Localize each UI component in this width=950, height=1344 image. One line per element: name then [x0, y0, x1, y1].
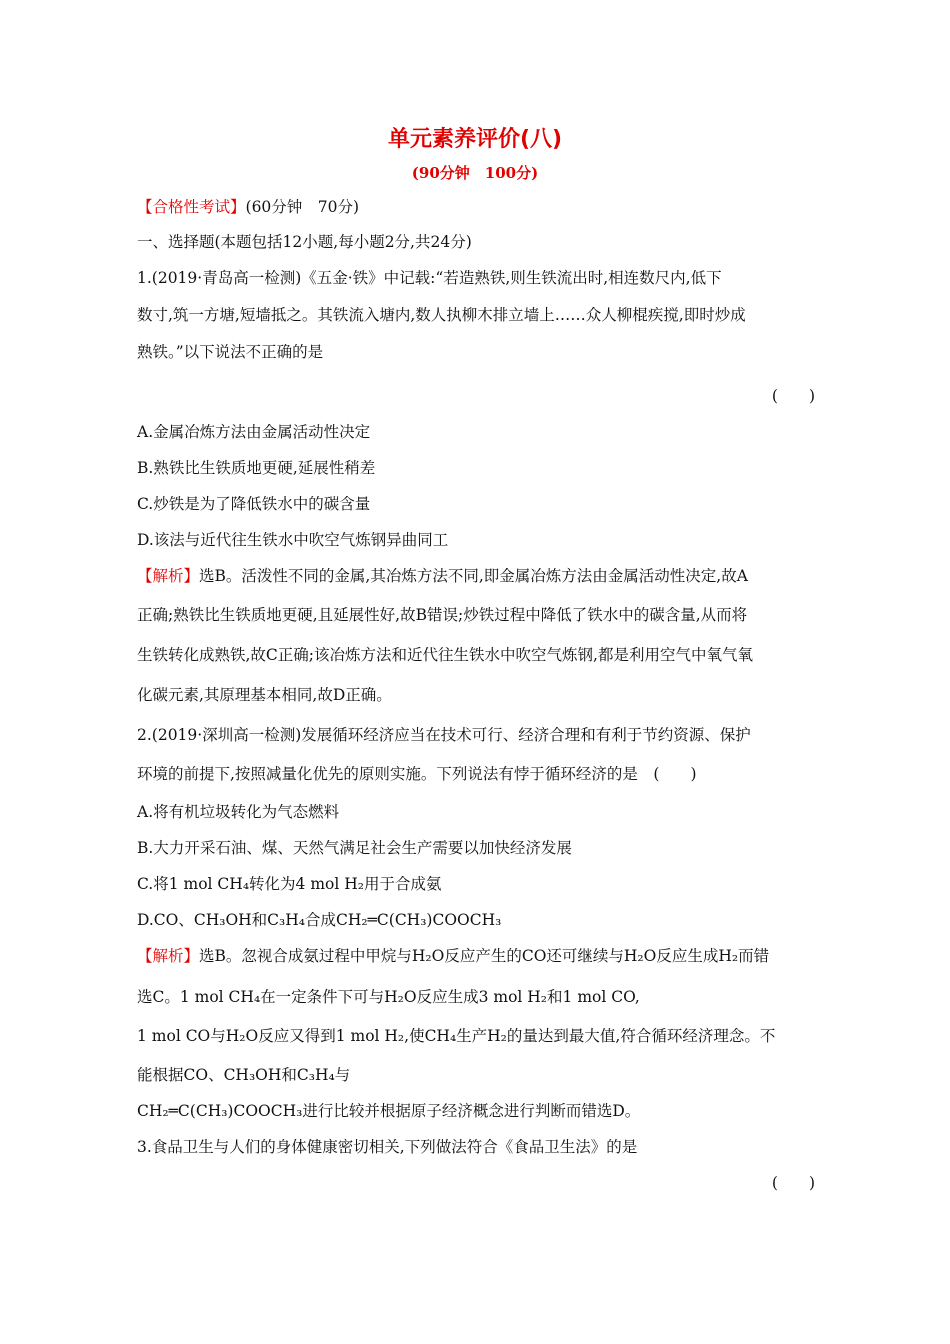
- section-time: (60分钟 70分): [245, 198, 360, 216]
- q2-option-c: C.将1 mol CH₄转化为4 mol H₂用于合成氨: [137, 875, 442, 893]
- q1-option-d: D.该法与近代往生铁水中吹空气炼钢异曲同工: [137, 531, 449, 549]
- q2-stem-line2: 环境的前提下,按照减量化优先的原则实施。下列说法有悖于循环经济的是 ( ): [137, 765, 697, 783]
- q2-option-b: B.大力开采石油、煤、天然气满足社会生产需要以加快经济发展: [137, 839, 572, 857]
- q2-analysis-line1: [137, 945, 817, 967]
- q1-analysis-line1: [137, 565, 817, 587]
- q1-stem-line2: 数寸,筑一方塘,短墙抵之。其铁流入塘内,数人执柳木排立墙上……众人柳棍疾搅,即时炒成: [137, 306, 746, 324]
- q2-analysis-text: 选B。忽视合成氨过程中甲烷与H₂O反应产生的CO还可继续与H₂O反应生成H₂而错: [199, 947, 770, 965]
- q2-analysis-line2: 选C。1 mol CH₄在一定条件下可与H₂O反应生成3 mol H₂和1 mol CO,: [137, 988, 640, 1006]
- q1-analysis-line2: 正确;熟铁比生铁质地更硬,且延展性好,故B错误;炒铁过程中降低了铁水中的碳含量,从而将: [137, 606, 748, 624]
- q1-option-c: C.炒铁是为了降低铁水中的碳含量: [137, 495, 371, 513]
- q1-stem-line1: 1.(2019·青岛高一检测)《五金·铁》中记载:“若造熟铁,则生铁流出时,相连数尺内,低下: [137, 269, 722, 287]
- q1-stem-line3: 熟铁。”以下说法不正确的是: [137, 343, 324, 361]
- q2-analysis-line4: 能根据CO、CH₃OH和C₃H₄与: [137, 1066, 351, 1084]
- q2-option-a: A.将有机垃圾转化为气态燃料: [137, 803, 340, 821]
- q1-analysis-line4: 化碳元素,其原理基本相同,故D正确。: [137, 686, 392, 704]
- page-subtitle: (90分钟 100分): [411, 164, 539, 182]
- q1-analysis-line3: 生铁转化成熟铁,故C正确;该冶炼方法和近代往生铁水中吹空气炼钢,都是利用空气中氧气氧: [137, 646, 753, 664]
- section-heading: [137, 196, 817, 218]
- section-tag: 【合格性考试】: [137, 198, 246, 216]
- page-title: 单元素养评价(八): [387, 127, 563, 152]
- q1-analysis-tag: 【解析】: [137, 567, 200, 585]
- q3-stem-line1: 3.食品卫生与人们的身体健康密切相关,下列做法符合《食品卫生法》的是: [137, 1138, 638, 1156]
- q2-analysis-line3: 1 mol CO与H₂O反应又得到1 mol H₂,使CH₄生产H₂的量达到最大值,符合循环经济理念。不: [137, 1027, 776, 1045]
- q1-analysis-text: 选B。活泼性不同的金属,其冶炼方法不同,即金属冶炼方法由金属活动性决定,故A: [199, 567, 748, 585]
- q2-option-d: D.CO、CH₃OH和C₃H₄合成CH₂═C(CH₃)COOCH₃: [137, 911, 502, 929]
- part-heading: 一、选择题(本题包括12小题,每小题2分,共24分): [137, 233, 472, 251]
- q1-option-a: A.金属冶炼方法由金属活动性决定: [137, 423, 371, 441]
- q2-analysis-tag: 【解析】: [137, 947, 200, 965]
- q3-answer-blank: ( ): [771, 1174, 815, 1192]
- q1-option-b: B.熟铁比生铁质地更硬,延展性稍差: [137, 459, 376, 477]
- q1-answer-blank: ( ): [771, 387, 815, 405]
- q2-stem-line1: 2.(2019·深圳高一检测)发展循环经济应当在技术可行、经济合理和有利于节约资源、保护: [137, 726, 751, 744]
- q2-analysis-line5: CH₂═C(CH₃)COOCH₃进行比较并根据原子经济概念进行判断而错选D。: [137, 1102, 641, 1120]
